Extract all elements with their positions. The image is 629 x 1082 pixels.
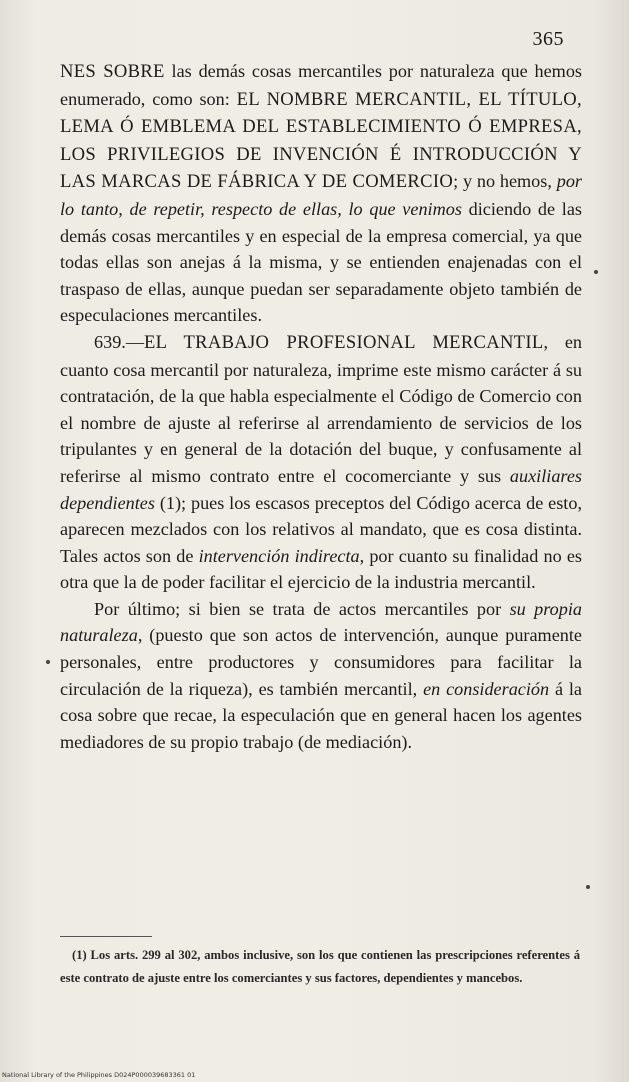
text-segment: las demás cosas mercantiles por naturaleza que hemos enumerado, como son: (60, 61, 582, 109)
margin-speck (594, 270, 598, 274)
body-text (60, 58, 582, 755)
margin-speck (586, 885, 590, 889)
text-segment: por lo tanto, de repetir, respecto de ellas, lo que venimos (60, 171, 582, 219)
text-segment: 639.— (94, 331, 145, 352)
text-segment: , por cuanto su finalidad no es otra que la de poder facilitar el ejercicio de la industria mercantil. (60, 545, 583, 593)
text-segment: EL NOMBRE MERCANTIL, EL TÍTULO, LEMA Ó EMBLEMA DEL ESTABLECIMIENTO Ó EMPRESA, LOS PRIVILEGIOS DE INVENCIÓN É INTRODUCCIÓN Y LAS MARCAS DE FÁBRICA Y DE COMERCIO (60, 88, 582, 193)
text-segment: NES SOBRE (60, 61, 165, 82)
text-segment: intervención indirecta (198, 545, 360, 566)
footnote: (1) Los arts. 299 al 302, ambos inclusive, son los que contienen las prescripciones referentes á este contrato de ajuste entre los comerciantes y sus factores, dependientes y mancebos. (60, 948, 580, 985)
text-segment: , (puesto que son actos de intervención, aunque puramente personales, entre productores y consumidores para facilitar la circulación de la riqueza), es también mercantil, (60, 625, 582, 699)
text-segment: auxiliares dependientes (60, 465, 582, 513)
text-segment: Por último; si bien se trata de actos mercantiles por (94, 598, 510, 619)
paragraph-continuation (60, 58, 582, 329)
text-segment: á la cosa sobre que recae, la especulación que en general hacen los agentes mediadores de su propio trabajo (de mediación). (60, 678, 583, 752)
text-segment: EL TRABAJO PROFESIONAL MERCANTIL (144, 331, 544, 353)
margin-speck (46, 660, 50, 664)
library-caption: National Library of the Philippines D024P000039683361 01 (2, 1071, 196, 1079)
paragraph-section-639 (60, 329, 582, 596)
text-segment: (1); pues los escasos preceptos del Código acerca de esto, aparecen mezclados con los relativos al mandato, que es cosa distinta. Tales actos son de (60, 492, 582, 566)
page-number: 365 (532, 28, 564, 50)
text-segment: , en cuanto cosa mercantil por naturaleza, imprime este mismo carácter á su contratación, de la que habla especialmente el Código de Comercio con el nombre de ajuste al referirse al arrendamiento de servicios de los tripulantes y en general de la dotación del buque, y confusamente al referirse al mismo contrato entre el cocomerciante y sus (60, 331, 582, 486)
text-segment: ; y no hemos, (453, 171, 557, 192)
text-segment: diciendo de las demás cosas mercantiles y en especial de la empresa comercial, ya que todas ellas son anejas á la misma, y se entienden enajenadas con el traspaso de ellas, aunque puedan ser separadamente objeto también de especulaciones mercantiles. (60, 198, 582, 326)
text-segment: en consideración (423, 678, 550, 699)
text-segment: su propia naturaleza (60, 598, 582, 646)
footnote-divider (60, 936, 152, 937)
paragraph-por-ultimo (60, 596, 582, 756)
